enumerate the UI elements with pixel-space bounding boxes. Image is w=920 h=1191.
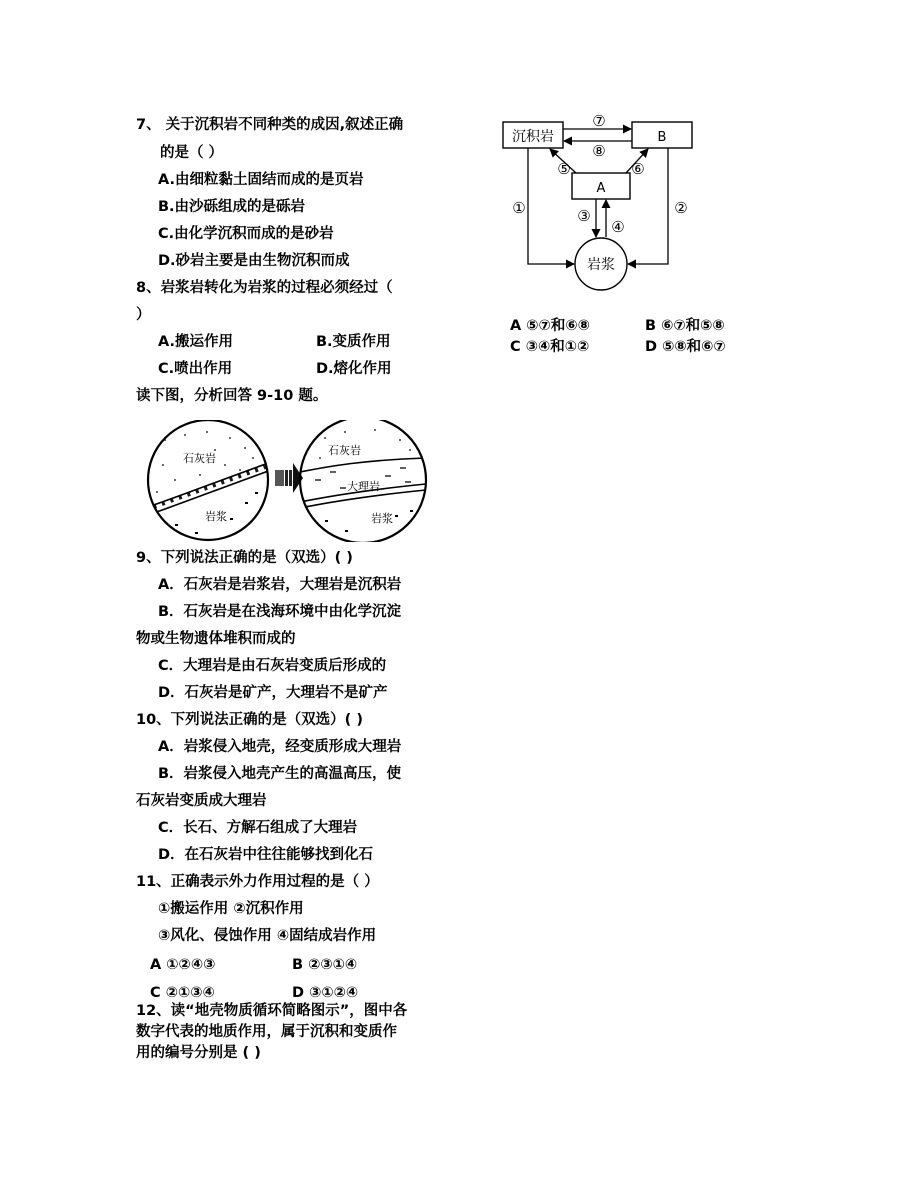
q7-option-b: B.由沙砾组成的是砾岩 <box>158 199 306 215</box>
right-label-magma: 岩浆 <box>371 512 393 525</box>
q11-option-c: C ②①③④ <box>150 985 215 1001</box>
left-label-magma: 岩浆 <box>205 510 227 523</box>
q12-option-d: D ⑤⑧和⑥⑦ <box>645 339 726 355</box>
q7-stem-line1: 7、 关于沉积岩不同种类的成因,叙述正确 <box>136 117 404 133</box>
q7-option-a: A.由细粒黏土固结而成的是页岩 <box>158 172 364 188</box>
q8-option-d: D.熔化作用 <box>316 361 392 377</box>
q12-stem-line1: 12、读“地壳物质循环简略图示”，图中各 <box>136 1003 408 1019</box>
label-7: ⑦ <box>592 112 606 130</box>
q10-stem: 10、下列说法正确的是（双选）( ) <box>136 712 363 728</box>
q12-option-a: A ⑤⑦和⑥⑧ <box>510 318 590 334</box>
q10-option-b-line1: B．岩浆侵入地壳产生的高温高压，使 <box>158 766 402 782</box>
label-1: ① <box>512 199 526 217</box>
q10-option-c: C．长石、方解石组成了大理岩 <box>158 820 358 836</box>
q8-option-b: B.变质作用 <box>316 334 391 350</box>
right-label-limestone: 石灰岩 <box>328 444 361 457</box>
q11-items-line1: ①搬运作用 ②沉积作用 <box>158 901 304 917</box>
label-4: ④ <box>611 218 625 236</box>
q11-items-line2: ③风化、侵蚀作用 ④固结成岩作用 <box>158 928 377 944</box>
q8-option-a: A.搬运作用 <box>158 334 233 350</box>
limestone-marble-figure <box>145 420 435 542</box>
q10-option-b-line2: 石灰岩变质成大理岩 <box>136 793 267 809</box>
q9-option-d: D．石灰岩是矿产，大理岩不是矿产 <box>158 685 388 701</box>
q12-option-b: B ⑥⑦和⑤⑧ <box>645 318 725 334</box>
q10-option-d: D．在石灰岩中往往能够找到化石 <box>158 847 374 863</box>
right-magma-dots <box>325 510 413 532</box>
label-3: ③ <box>577 207 591 225</box>
q9-option-c: C．大理岩是由石灰岩变质后形成的 <box>158 658 387 674</box>
q11-stem: 11、正确表示外力作用过程的是（ ） <box>136 874 379 890</box>
transition-arrow-icon <box>275 463 303 493</box>
q12-stem-line3: 用的编号分别是 ( ) <box>136 1045 261 1061</box>
rock-cycle-diagram <box>500 110 700 300</box>
q12-stem-line2: 数字代表的地质作用，属于沉积和变质作 <box>136 1024 397 1040</box>
q8-option-c: C.喷出作用 <box>158 361 233 377</box>
q9-option-b-line2: 物或生物遗体堆积而成的 <box>136 631 296 647</box>
q9-option-b-line1: B．石灰岩是在浅海环境中由化学沉淀 <box>158 604 402 620</box>
label-2: ② <box>674 199 688 217</box>
figure-intro: 读下图，分析回答 9-10 题。 <box>136 388 328 404</box>
box-a-label: A <box>596 181 606 196</box>
q12-option-c: C ③④和①② <box>510 339 590 355</box>
sedimentary-rock-label: 沉积岩 <box>512 129 554 145</box>
left-label-limestone: 石灰岩 <box>183 452 216 465</box>
right-label-marble: 大理岩 <box>347 480 380 493</box>
q11-option-a: A ①②④③ <box>150 957 216 973</box>
q7-stem-line2: 的是（ ） <box>160 145 224 161</box>
box-b-label: B <box>657 130 667 145</box>
q8-stem-line2: ） <box>136 307 151 323</box>
q11-option-d: D ③①②④ <box>292 985 359 1001</box>
label-8: ⑧ <box>592 142 606 160</box>
q8-stem-line1: 8、岩浆岩转化为岩浆的过程必须经过（ <box>136 280 393 296</box>
q9-option-a: A．石灰岩是岩浆岩，大理岩是沉积岩 <box>158 577 402 593</box>
label-6: ⑥ <box>631 160 645 178</box>
label-5: ⑤ <box>557 160 571 178</box>
q7-option-d: D.砂岩主要是由生物沉积而成 <box>158 253 350 269</box>
q10-option-a: A．岩浆侵入地壳，经变质形成大理岩 <box>158 739 402 755</box>
q11-option-b: B ②③①④ <box>292 957 358 973</box>
magma-label: 岩浆 <box>587 257 615 273</box>
q7-option-c: C.由化学沉积而成的是砂岩 <box>158 226 334 242</box>
q9-stem: 9、下列说法正确的是（双选）( ) <box>136 550 353 566</box>
